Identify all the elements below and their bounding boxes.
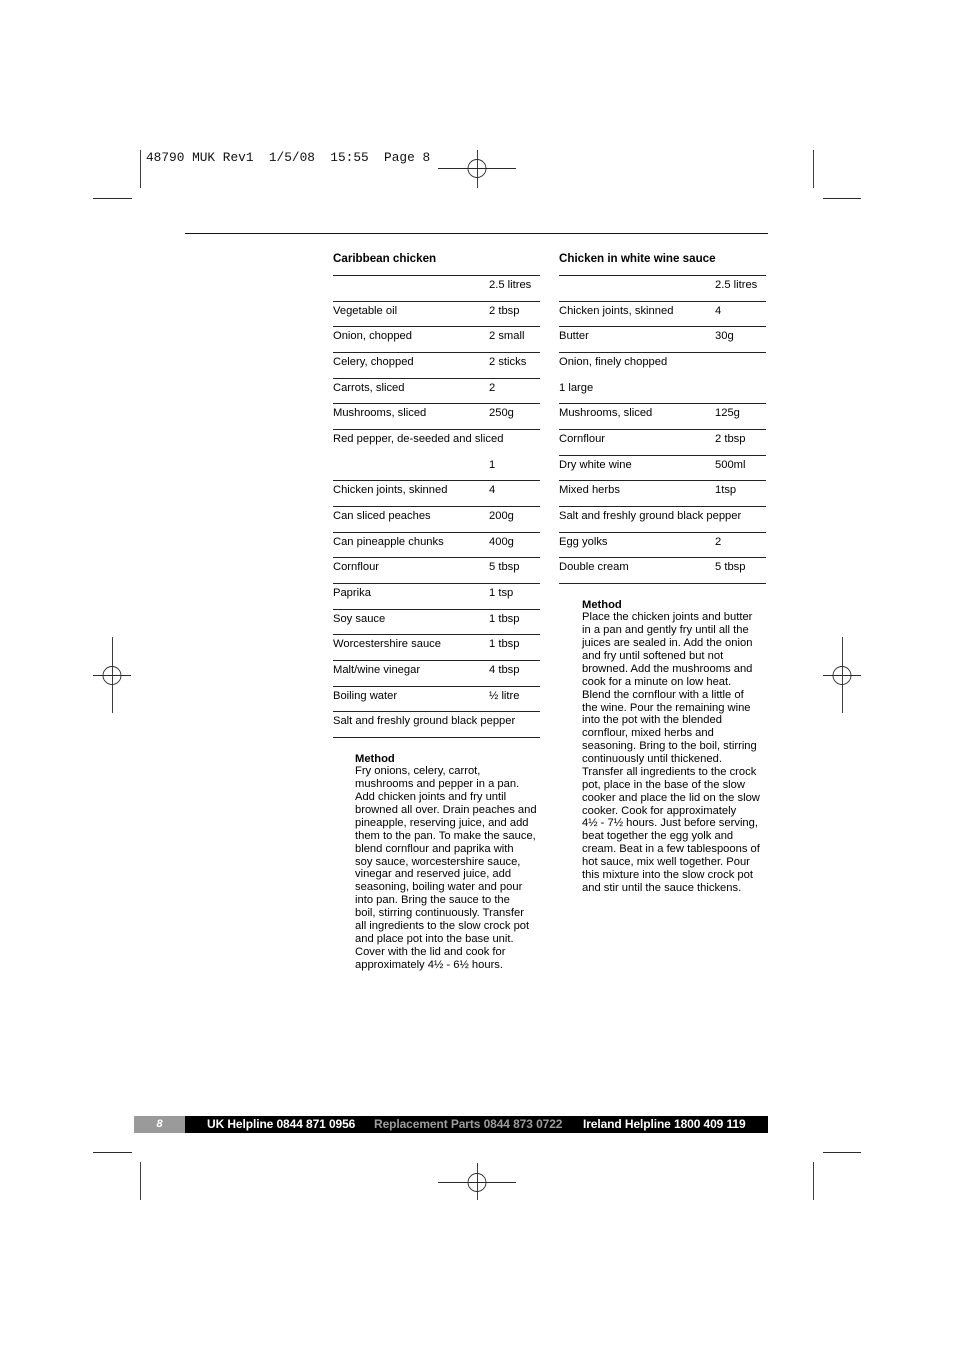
ingredient-quantity: 2 <box>715 535 722 548</box>
ingredient-row <box>333 352 540 378</box>
method-line: and stir until the sauce thickens. <box>582 881 742 894</box>
ingredient-name: Mushrooms, sliced <box>559 407 653 420</box>
ingredient-quantity: 250g <box>489 407 514 420</box>
ingredient-name: Onion, chopped <box>333 330 412 343</box>
crop-mark-bottom-left <box>93 1153 141 1201</box>
ingredient-name: Cornflour <box>559 432 606 445</box>
ingredient-row <box>333 403 540 429</box>
method-line: Place the chicken joints and butter <box>582 611 753 624</box>
ingredient-name: Can pineapple chunks <box>333 535 444 548</box>
ingredient-name: Vegetable oil <box>333 304 398 317</box>
registration-mark-bottom <box>438 1163 516 1200</box>
ingredient-name: Celery, chopped <box>333 355 414 368</box>
ingredient-row <box>559 326 766 352</box>
crop-mark-top-left <box>93 150 141 199</box>
registration-mark-left <box>93 637 131 713</box>
ingredient-row <box>333 686 540 712</box>
uk-helpline: UK Helpline 0844 871 0956 <box>207 1117 356 1131</box>
ingredient-row <box>559 378 766 404</box>
ingredient-quantity: 2.5 litres <box>489 279 532 291</box>
ingredient-row <box>333 480 540 506</box>
ingredient-name: Can sliced peaches <box>333 509 431 522</box>
ingredient-name: Salt and freshly ground black pepper <box>333 715 516 728</box>
registration-circle <box>103 667 121 685</box>
ingredient-quantity: 4 <box>489 484 496 497</box>
ingredient-quantity: 1 tsp <box>489 586 514 599</box>
recipe-title: Chicken in white wine sauce <box>559 252 716 265</box>
ingredient-name: Boiling water <box>333 689 398 702</box>
ingredient-name: Salt and freshly ground black pepper <box>559 509 742 522</box>
ingredient-row <box>333 506 540 532</box>
ingredient-quantity: 2 tbsp <box>715 432 746 445</box>
ingredient-quantity: 1 <box>489 458 496 471</box>
ingredient-quantity: 500ml <box>715 458 746 471</box>
registration-circle <box>468 1174 486 1192</box>
method-line: cream. Beat in a few tablespoons of <box>582 843 760 856</box>
method-line: them to the pan. To make the sauce, <box>355 829 536 842</box>
ingredient-name: Chicken joints, skinned <box>333 484 448 497</box>
ingredient-name: Chicken joints, skinned <box>559 304 674 317</box>
ingredient-quantity: 2 tbsp <box>489 304 520 317</box>
ingredient-quantity: 5 tbsp <box>715 561 746 574</box>
ingredient-quantity: 400g <box>489 535 514 548</box>
ingredient-row <box>559 403 766 429</box>
method-line: in a pan and gently fry until all the <box>582 624 749 637</box>
ingredients-table <box>559 275 766 584</box>
method-line: cornflour, mixed herbs and <box>582 727 714 740</box>
method-caribbean-chicken <box>355 753 537 972</box>
ingredient-name: Cornflour <box>333 561 380 574</box>
ingredient-name: Dry white wine <box>559 458 632 471</box>
method-line: juices are sealed in. Add the onion <box>582 637 753 650</box>
ingredient-row <box>333 301 540 327</box>
ingredient-quantity: 1 tbsp <box>489 612 520 625</box>
ingredient-name: Double cream <box>559 561 629 574</box>
method-line: pineapple, reserving juice, and add <box>355 816 529 829</box>
method-line: Add chicken joints and fry until <box>355 791 507 804</box>
ingredient-row <box>559 301 766 327</box>
ingredient-name: Mixed herbs <box>559 484 620 497</box>
method-line: mushrooms and pepper in a pan. <box>355 778 520 791</box>
replacement-parts-line: Replacement Parts 0844 873 0722 <box>374 1117 563 1131</box>
ingredient-quantity: 5 tbsp <box>489 561 520 574</box>
method-line: vinegar and reserved juice, add <box>355 868 512 881</box>
ingredient-row <box>559 429 766 455</box>
method-line: blend cornflour and paprika with <box>355 842 514 855</box>
registration-mark-right <box>823 637 861 713</box>
recipe-chicken-in-white-wine-sauce <box>559 252 766 584</box>
ingredient-row <box>333 557 540 583</box>
ingredient-quantity: 2 small <box>489 330 525 343</box>
ingredient-name: Worcestershire sauce <box>333 638 441 651</box>
registration-mark-top <box>438 150 516 188</box>
ingredient-row <box>333 326 540 352</box>
ingredient-quantity: 4 <box>715 304 722 317</box>
method-line: seasoning. Bring to the boil, stirring <box>582 740 757 753</box>
method-line: beat together the egg yolk and <box>582 830 734 843</box>
ingredient-row <box>559 532 766 558</box>
method-line: all ingredients to the slow crock pot <box>355 919 530 932</box>
ingredient-name: Egg yolks <box>559 535 608 548</box>
ingredient-name: Paprika <box>333 586 371 599</box>
method-line: soy sauce, worcestershire sauce, <box>355 855 521 868</box>
ingredient-row <box>559 455 766 481</box>
method-line: this mixture into the slow crock pot <box>582 868 753 881</box>
method-line: boil, stirring continuously. Transfer <box>355 907 524 919</box>
footer-bar <box>185 1116 768 1133</box>
ingredient-row <box>333 634 540 660</box>
method-line: cooker. Cook for approximately <box>582 804 737 817</box>
recipe-title: Caribbean chicken <box>333 252 437 265</box>
ingredient-name: Mushrooms, sliced <box>333 407 427 420</box>
method-line: browned. Add the mushrooms and <box>582 662 753 675</box>
recipe-caribbean-chicken <box>333 252 540 738</box>
ingredient-row <box>333 429 540 455</box>
ingredient-name: Red pepper, de-seeded and sliced <box>333 432 504 445</box>
ingredient-row <box>333 609 540 635</box>
ingredient-name: Malt/wine vinegar <box>333 663 421 676</box>
ingredient-row <box>333 455 540 481</box>
ingredient-quantity: 125g <box>715 407 740 420</box>
ingredient-row <box>333 583 540 609</box>
ingredient-name: Butter <box>559 330 589 343</box>
method-line: into the pot with the blended <box>582 714 722 727</box>
method-line: pot, place in the base of the slow <box>582 778 745 791</box>
ingredient-quantity: 200g <box>489 509 514 522</box>
method-chicken-in-white-wine-sauce <box>582 599 760 895</box>
footer <box>134 1116 768 1133</box>
method-line: Cover with the lid and cook for <box>355 945 506 958</box>
method-line: Fry onions, celery, carrot, <box>355 765 481 778</box>
page-number: 8 <box>156 1118 163 1130</box>
method-heading: Method <box>355 752 395 765</box>
ingredient-quantity: 2 sticks <box>489 355 527 368</box>
ingredient-row <box>333 378 540 404</box>
ingredient-row <box>559 352 766 378</box>
ireland-helpline: Ireland Helpline 1800 409 119 <box>583 1117 746 1131</box>
method-line: cook for a minute on low heat. <box>582 675 732 688</box>
ingredients-table <box>333 275 540 738</box>
ingredient-quantity: 30g <box>715 330 734 343</box>
method-line: Transfer all ingredients to the crock <box>582 765 757 778</box>
method-line: and place pot into the base unit. <box>355 932 514 945</box>
ingredient-name: Onion, finely chopped <box>559 355 668 368</box>
method-line: approximately 4½ - 6½ hours. <box>355 958 503 971</box>
method-line: 4½ - 7½ hours. Just before serving, <box>582 817 758 830</box>
printer-slug: 48790 MUK Rev1 1/5/08 15:55 Page 8 <box>146 150 431 165</box>
ingredient-row <box>333 275 540 301</box>
ingredient-quantity: 2 <box>489 381 496 394</box>
method-line: seasoning, boiling water and pour <box>355 881 523 894</box>
method-line: browned all over. Drain peaches and <box>355 804 537 816</box>
ingredient-quantity: 4 tbsp <box>489 663 520 676</box>
method-line: cooker and place the lid on the slow <box>582 791 760 804</box>
ingredient-name: Soy sauce <box>333 612 386 625</box>
ingredient-quantity: ½ litre <box>489 689 520 702</box>
registration-circle <box>468 160 486 178</box>
ingredient-quantity: 1 tbsp <box>489 638 520 651</box>
page-number-box <box>134 1116 185 1133</box>
method-line: continuously until thickened. <box>582 753 722 765</box>
ingredient-row <box>559 557 766 583</box>
ingredient-row <box>559 480 766 506</box>
ingredient-row <box>559 275 766 301</box>
ingredient-row <box>333 660 540 686</box>
ingredient-name: 1 large <box>559 381 594 394</box>
method-line: the wine. Pour the remaining wine <box>582 701 751 714</box>
crop-mark-bottom-right <box>814 1153 862 1201</box>
ingredient-row <box>559 506 766 532</box>
registration-circle <box>833 667 851 685</box>
ingredient-quantity: 2.5 litres <box>715 279 758 291</box>
header-rule <box>185 233 768 234</box>
method-line: hot sauce, mix well together. Pour <box>582 856 750 868</box>
method-line: into pan. Bring the sauce to the <box>355 894 510 907</box>
ingredient-name: Carrots, sliced <box>333 381 405 394</box>
crop-mark-top-right <box>814 150 862 199</box>
ingredient-row <box>333 711 540 737</box>
ingredient-row <box>333 532 540 558</box>
method-line: Blend the cornflour with a little of <box>582 688 744 701</box>
method-line: and fry until softened but not <box>582 650 724 662</box>
ingredient-quantity: 1tsp <box>715 484 737 497</box>
method-heading: Method <box>582 598 622 611</box>
